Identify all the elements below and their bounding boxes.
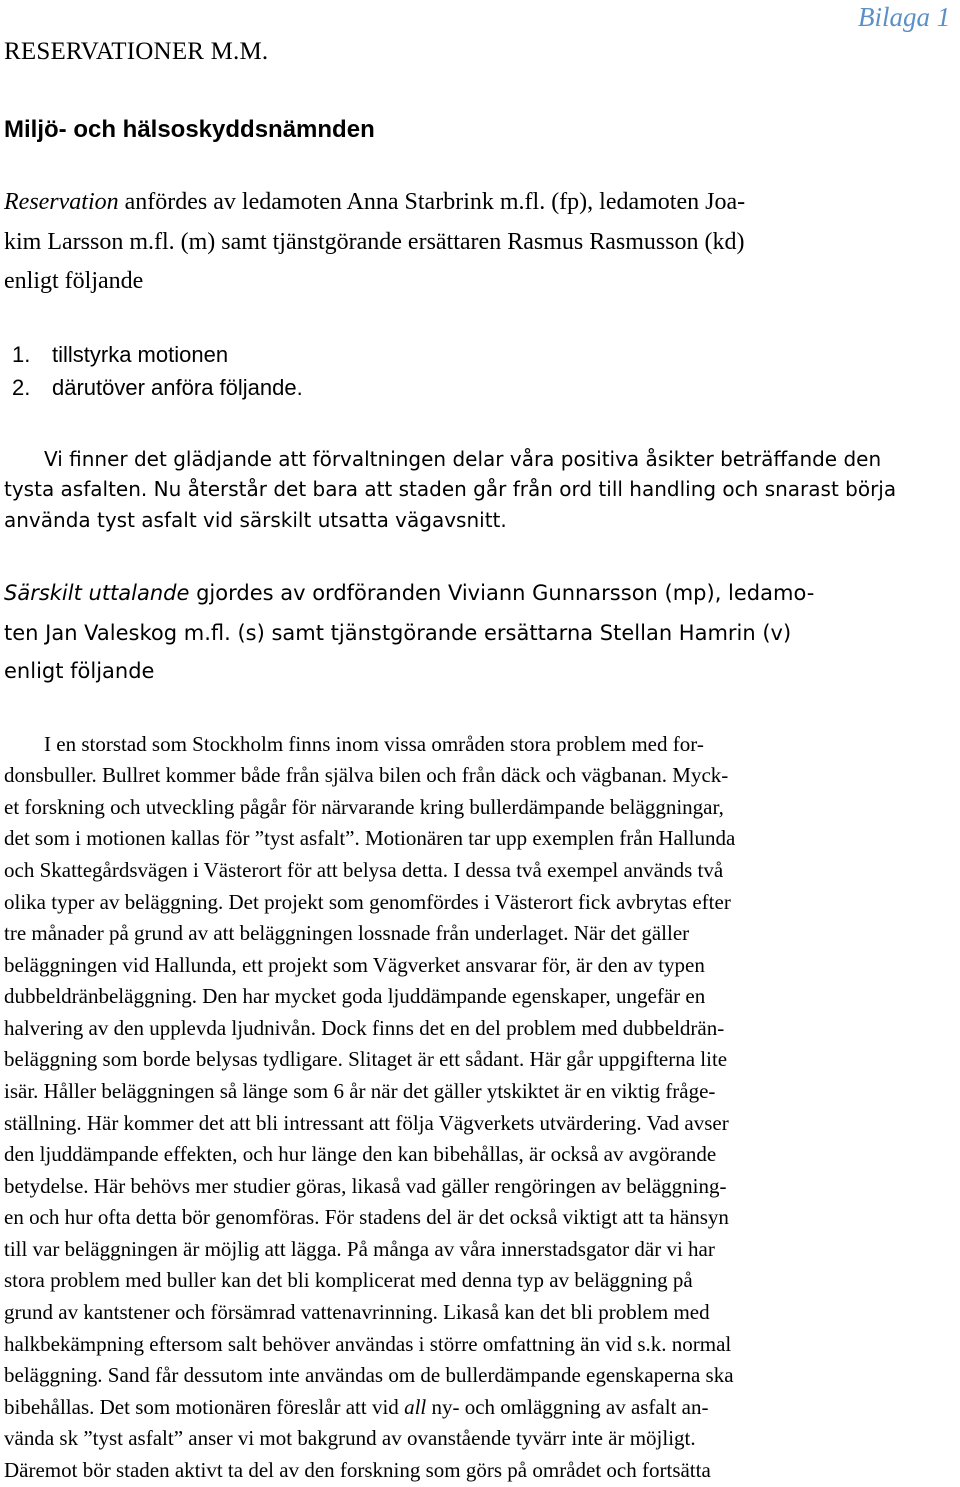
statement-text-line: grund av kantstener och försämrad vattenavrinning. Likaså kan det bli problem med xyxy=(4,1300,710,1324)
statement-line-1 xyxy=(4,576,814,610)
annex-label: Bilaga 1 xyxy=(858,2,951,32)
reservation-lead: Reservation xyxy=(4,189,119,215)
statement-text-line: beläggning. Sand får dessutom inte användas om de bullerdämpande egenskaperna ska xyxy=(4,1363,734,1387)
statement-emphasis: all xyxy=(404,1395,427,1419)
statement-text-line: betydelse. Här behövs mer studier göras, likaså vad gäller rengöringen av beläggning- xyxy=(4,1174,727,1198)
statement-text-line: et forskning och utveckling pågår för närvarande kring bullerdämpande beläggningar, xyxy=(4,795,724,819)
list-item-text: tillstyrka motionen xyxy=(52,342,229,367)
statement-text-line: isär. Håller beläggningen så länge som 6 år när det gäller ytskiktet är en viktig fråge- xyxy=(4,1079,716,1103)
statement-text-line: det som i motionen kallas för ”tyst asfalt”. Motionären tar upp exemplen från Hallunda xyxy=(4,826,736,850)
statement-text-line: vända sk ”tyst asfalt” anser vi mot bakgrund av ovanstående tyvärr inte är möjligt. xyxy=(4,1426,696,1450)
reservation-line-3: enligt följande xyxy=(4,268,144,294)
list-item-number: 1. xyxy=(12,342,31,367)
statement-text-line: Däremot bör staden aktivt ta del av den forskning som görs på området och fortsätta xyxy=(4,1458,711,1482)
statement-text-line: och Skattegårdsvägen i Västerort för att belysa detta. I dessa två exempel används två xyxy=(4,858,724,882)
statement-text-line-start: bibehållas. Det som motionären föreslår att vid xyxy=(4,1395,405,1419)
statement-text-line: donsbuller. Bullret kommer både från själva bilen och från däck och vägbanan. Myck- xyxy=(4,763,729,787)
list-item-number: 2. xyxy=(12,375,31,400)
statement-text-line: I en storstad som Stockholm finns inom vissa områden stora problem med for- xyxy=(44,732,704,756)
statement-text-line: en och hur ofta detta bör genomföras. För stadens del är det också viktigt att ta hänsyn xyxy=(4,1205,729,1229)
reservation-text-line: Vi finner det glädjande att förvaltningen delar våra positiva åsikter beträffande den xyxy=(44,447,882,471)
statement-text-line: beläggning som borde belysas tydligare. Slitaget är ett sådant. Här går uppgifterna lite xyxy=(4,1047,728,1071)
statement-text-line: halkbekämpning eftersom salt behöver användas i större omfattning än vid s.k. normal xyxy=(4,1332,732,1356)
statement-text-line: den ljuddämpande effekten, och hur länge den kan bibehållas, är också av avgörande xyxy=(4,1142,717,1166)
reservation-text-line: tysta asfalten. Nu återstår det bara att staden går från ord till handling och snarast börja xyxy=(4,477,897,501)
list-item xyxy=(4,340,228,370)
page-title: RESERVATIONER M.M. xyxy=(4,38,269,65)
statement-text-line xyxy=(4,1392,708,1423)
statement-text-line: till var beläggningen är möjlig att lägga. På många av våra innerstadsgator där vi har xyxy=(4,1237,715,1261)
statement-text-line: dubbeldränbeläggning. Den har mycket goda ljuddämpande egenskaper, ungefär en xyxy=(4,984,706,1008)
statement-text-line: ställning. Här kommer det att bli intressant att följa Vägverkets utvärdering. Vad avser xyxy=(4,1111,729,1135)
statement-text-line: stora problem med buller kan det bli komplicerat med denna typ av beläggning på xyxy=(4,1268,693,1292)
statement-text-line: halvering av den upplevda ljudnivån. Dock finns det en del problem med dubbeldrän- xyxy=(4,1016,725,1040)
statement-text-line-rest: ny- och omläggning av asfalt an- xyxy=(426,1395,709,1419)
committee-heading: Miljö- och hälsoskyddsnämnden xyxy=(4,116,375,143)
reservation-line-2: kim Larsson m.fl. (m) samt tjänstgörande ersättaren Rasmus Rasmusson (kd) xyxy=(4,229,745,255)
list-item xyxy=(4,373,303,403)
statement-line-2: ten Jan Valeskog m.fl. (s) samt tjänstgörande ersättarna Stellan Hamrin (v) xyxy=(4,621,792,645)
statement-text-line: olika typer av beläggning. Det projekt som genomfördes i Västerort fick avbrytas efter xyxy=(4,890,731,914)
reservation-line-1-rest: anfördes av ledamoten Anna Starbrink m.fl. (fp), ledamoten Joa- xyxy=(118,189,746,215)
reservation-text-line: använda tyst asfalt vid särskilt utsatta vägavsnitt. xyxy=(4,508,507,532)
statement-line-1-rest: gjordes av ordföranden Viviann Gunnarsson (mp), ledamo- xyxy=(189,581,815,605)
reservation-line-1 xyxy=(4,185,745,219)
statement-line-3: enligt följande xyxy=(4,659,155,683)
statement-text-line: beläggningen vid Hallunda, ett projekt som Vägverket ansvarar för, är den av typen xyxy=(4,953,705,977)
list-item-text: därutöver anföra följande. xyxy=(52,375,303,400)
statement-text-line: tre månader på grund av att beläggningen lossnade från underlaget. När det gäller xyxy=(4,921,690,945)
statement-lead: Särskilt uttalande xyxy=(4,581,190,605)
